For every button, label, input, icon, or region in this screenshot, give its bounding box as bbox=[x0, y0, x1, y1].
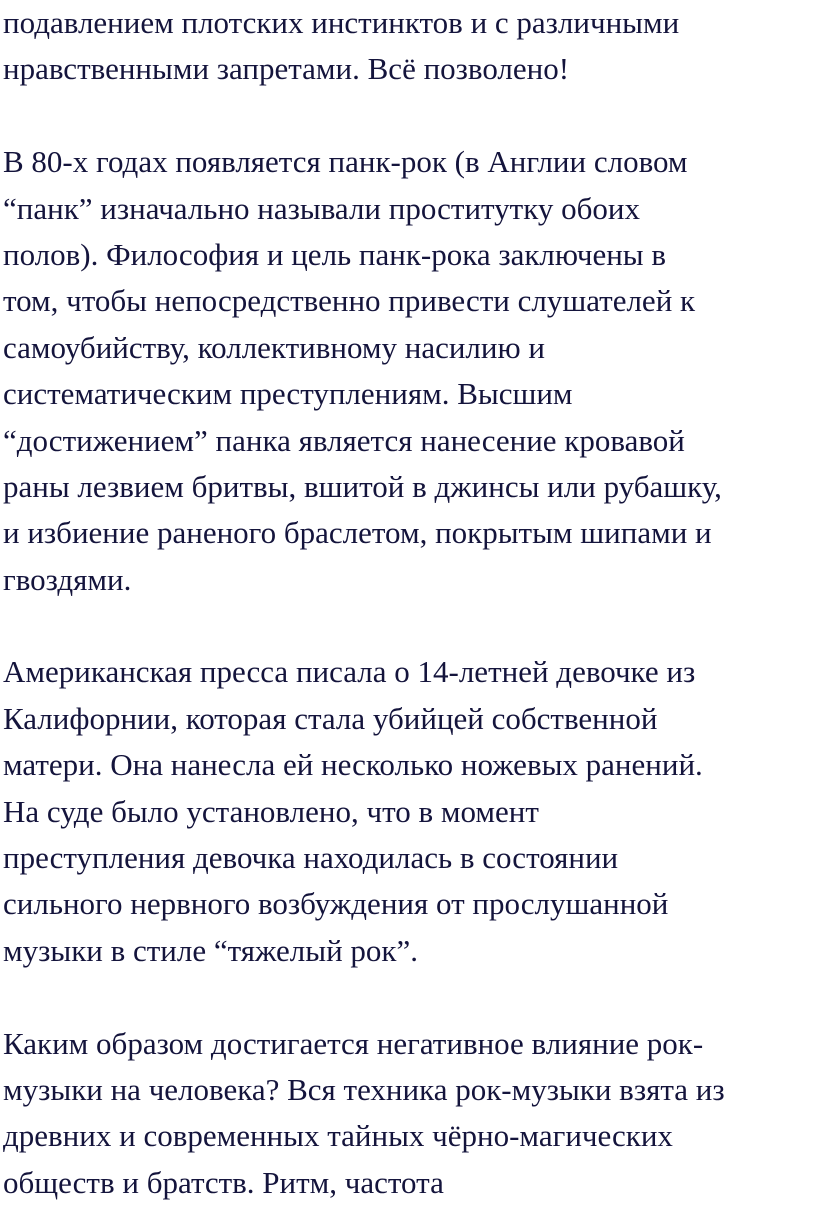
paragraph-gap bbox=[3, 603, 813, 649]
document-page bbox=[3, 0, 813, 1206]
text-line: Калифорнии, которая стала убийцей собственной bbox=[3, 700, 658, 736]
text-line: музыки на человека? Вся техника рок-музыки взята из bbox=[3, 1071, 725, 1107]
paragraph-gap bbox=[3, 93, 813, 139]
text-line: сильного нервного возбуждения от прослушанной bbox=[3, 886, 669, 922]
text-line: нравственными запретами. Всё позволено! bbox=[3, 51, 570, 87]
text-line: древних и современных тайных чёрно-магических bbox=[3, 1118, 673, 1154]
text-line: обществ и братств. Ритм, частота bbox=[3, 1164, 444, 1200]
text-line: самоубийству, коллективному насилию и bbox=[3, 329, 545, 365]
paragraph-3 bbox=[3, 649, 813, 974]
text-line: В 80-х годах появляется панк-рок (в Англии словом bbox=[3, 144, 688, 180]
paragraph-2 bbox=[3, 139, 813, 603]
text-line: преступления девочка находилась в состоянии bbox=[3, 840, 619, 876]
text-line: полов). Философия и цель панк-рока заключены в bbox=[3, 236, 667, 272]
text-line: “достижением” панка является нанесение кровавой bbox=[3, 422, 685, 458]
text-line: и избиение раненого браслетом, покрытым шипами и bbox=[3, 515, 712, 551]
text-line: Каким образом достигается негативное влияние рок- bbox=[3, 1025, 704, 1061]
text-line: На суде было установлено, что в момент bbox=[3, 793, 539, 829]
text-line: гвоздями. bbox=[3, 561, 132, 597]
paragraph-1 bbox=[3, 0, 813, 93]
text-line: Американская пресса писала о 14-летней девочке из bbox=[3, 654, 696, 690]
text-line: том, чтобы непосредственно привести слушателей к bbox=[3, 283, 696, 319]
text-line: раны лезвием бритвы, вшитой в джинсы или рубашку, bbox=[3, 468, 722, 504]
text-line: матери. Она нанесла ей несколько ножевых ранений. bbox=[3, 747, 703, 783]
text-line: музыки в стиле “тяжелый рок”. bbox=[3, 932, 418, 968]
text-line: систематическим преступлениям. Высшим bbox=[3, 376, 573, 412]
text-line: “панк” изначально называли проститутку обоих bbox=[3, 190, 640, 226]
text-line: подавлением плотских инстинктов и с различными bbox=[3, 5, 680, 40]
paragraph-gap bbox=[3, 974, 813, 1020]
paragraph-4 bbox=[3, 1021, 813, 1207]
